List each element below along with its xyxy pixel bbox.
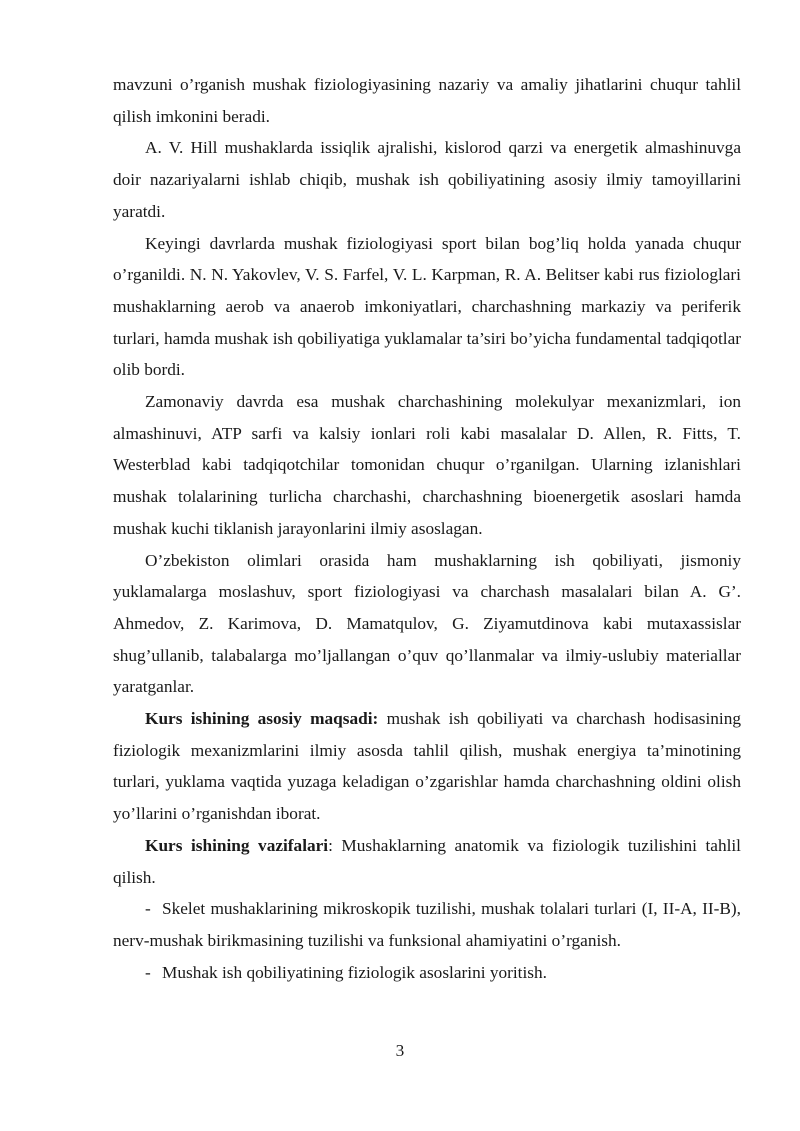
page-number: 3 xyxy=(395,1041,405,1060)
goal-heading: Kurs ishining asosiy maqsadi: xyxy=(145,709,379,729)
paragraph: A. V. Hill mushaklarda issiqlik ajralishi, kislorod qarzi va energetik almashinuvga doir nazariyalarni ishlab chiqib, mushak ish qobiliyatining asosiy ilmiy tamoyillarini yaratdi. xyxy=(113,138,741,221)
list-marker: - xyxy=(145,899,151,919)
list-marker: - xyxy=(145,962,151,982)
goal-text: mushak ish qobiliyati va charchash hodisasining fiziologik mexanizmlarini ilmiy asosda tahlil qilish, mushak energiya ta’minotining turlari, yuklama vaqtida yuzaga keladigan o’zgarishlar hamda charchashning oldini olish yo’llarini o’rganishdan iborat. xyxy=(113,709,741,824)
list-item xyxy=(113,893,741,956)
tasks-text: : Mushaklarning anatomik va fiziologik tuzilishini tahlil qilish. xyxy=(113,835,741,887)
paragraph: Keyingi davrlarda mushak fiziologiyasi sport bilan bog’liq holda yanada chuqur o’rganildi. N. N. Yakovlev, V. S. Farfel, V. L. Karpman, R. A. Belitser kabi rus fiziologlari mushaklarning aerob va anaerob imkoniyatlari, charchashning markaziy va periferik turlari, hamda mushak ish qobiliyatiga yuklamalar ta’siri bo’yicha fundamental tadqiqotlar olib bordi. xyxy=(113,233,741,380)
paragraph: mavzuni o’rganish mushak fiziologiyasining nazariy va amaliy jihatlarini chuqur tahlil qilish imkonini beradi. xyxy=(113,75,741,126)
paragraph-goal xyxy=(113,703,741,830)
tasks-heading: Kurs ishining vazifalari xyxy=(145,835,329,855)
paragraph: Zamonaviy davrda esa mushak charchashining molekulyar mexanizmlari, ion almashinuvi, ATP sarfi va kalsiy ionlari roli kabi masalalar D. Allen, R. Fitts, T. Westerblad kabi tadqiqotchilar tomonidan chuqur o’rganilgan. Ularning izlanishlari mushak tolalarining turlicha charchashi, charchashning bioenergetik asoslari hamda mushak kuchi tiklanish jarayonlarini ilmiy asoslagan. xyxy=(113,392,741,538)
list-item-text: Skelet mushaklarining mikroskopik tuzilishi, mushak tolalari turlari (I, II-A, II-B), nerv-mushak birikmasining tuzilishi va funksional ahamiyatini o’rganish. xyxy=(113,899,741,950)
paragraph-tasks xyxy=(113,830,741,893)
page-body xyxy=(113,69,741,988)
paragraph: O’zbekiston olimlari orasida ham mushaklarning ish qobiliyati, jismoniy yuklamalarga moslashuv, sport fiziologiyasi va charchash masalalari bilan A. G’. Ahmedov, Z. Karimova, D. Mamatqulov, G. Ziyamutdinova kabi mutaxassislar shug’ullanib, talabalarga mo’ljallangan o’quv qo’llanmalar va ilmiy-uslubiy materiallar yaratganlar. xyxy=(113,550,741,697)
list-item-text: Mushak ish qobiliyatining fiziologik asoslarini yoritish. xyxy=(162,962,547,982)
list-item xyxy=(113,957,741,989)
